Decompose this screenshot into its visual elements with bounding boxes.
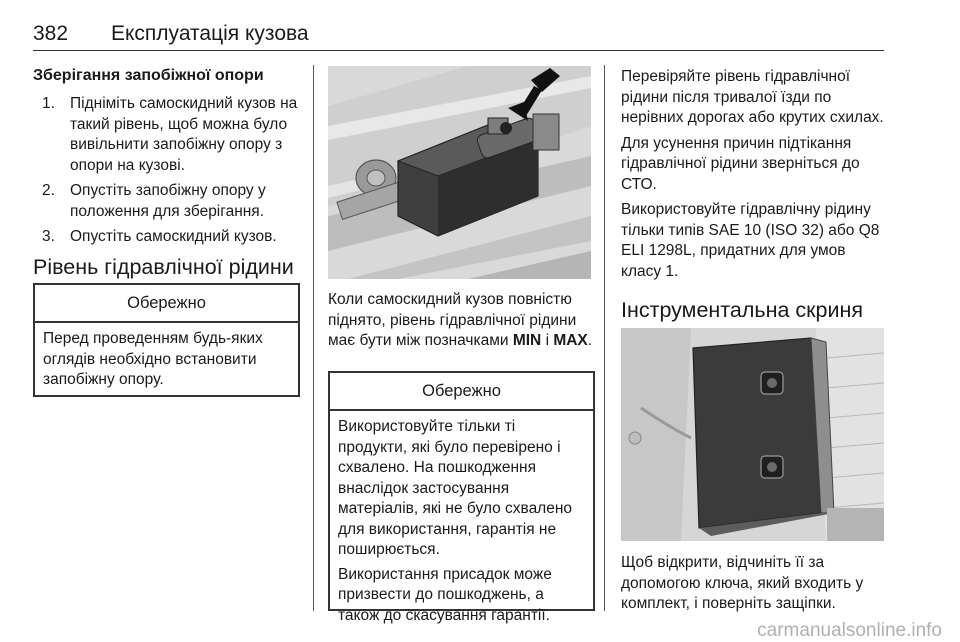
list-item xyxy=(42,181,300,222)
fluid-level-text: Коли самоскидний кузов повністю піднято, рівень гідравлічної рідини має бути між позначками xyxy=(328,291,577,349)
hydraulic-reservoir-figure xyxy=(328,66,591,279)
caution-text-approved-products: Використовуйте тільки ті продукти, які було перевірено і схвалено. На пошкодження внаслідок застосування матеріалів, які не було схвалено для використання, гарантія не поширюється. xyxy=(338,418,573,558)
fluid-level-end: . xyxy=(587,332,593,349)
caution-body xyxy=(35,323,298,397)
page-number: 382 xyxy=(33,22,69,45)
subheading-storage: Зберігання запобіжної опори xyxy=(33,67,264,84)
caution-body xyxy=(330,411,593,632)
tool-box-figure xyxy=(621,328,884,541)
caution-title: Обережно xyxy=(330,373,593,411)
caution-text-additives: Використання присадок може призвести до пошкоджень, а також до скасування гарантії. xyxy=(338,565,552,624)
step-text: Підніміть самоскидний кузов на такий рівень, щоб можна було вивільнити запобіжну опору з опори на кузові. xyxy=(70,95,298,174)
list-item xyxy=(42,227,300,248)
step-text: Опустіть запобіжну опору у положення для зберігання. xyxy=(70,182,266,220)
steps-list xyxy=(42,94,300,248)
list-item xyxy=(42,94,300,176)
column-3-text xyxy=(621,67,889,282)
fluid-level-paragraph xyxy=(328,290,598,352)
column-divider-1 xyxy=(313,65,314,611)
section-title: Експлуатація кузова xyxy=(111,22,309,45)
page-header xyxy=(33,22,309,46)
hydraulic-reservoir-illustration xyxy=(328,66,591,279)
tool-box-illustration xyxy=(621,328,884,541)
leak-service-advice: Для усунення причин підтікання гідравлічної рідини зверніться до СТО. xyxy=(621,134,860,193)
caution-text: Перед проведенням будь-яких оглядів необхідно встановити запобіжну опору. xyxy=(43,330,263,388)
tool-box-instructions: Щоб відкрити, відчиніть її за допомогою ключа, який входить у комплект, і поверніть защіпки. xyxy=(621,554,864,612)
caution-box-1 xyxy=(33,283,300,397)
check-after-rough-roads: Перевіряйте рівень гідравлічної рідини після тривалої їзди по нерівних дорогах або крутих схилах. xyxy=(621,68,884,126)
caution-box-2 xyxy=(328,371,595,624)
heading-tool-box: Інструментальна скриня xyxy=(621,298,864,322)
column-divider-2 xyxy=(604,65,605,611)
step-text: Опустіть самоскидний кузов. xyxy=(70,228,277,245)
step-number: 1. xyxy=(42,95,55,112)
fluid-type-spec: Використовуйте гідравлічну рідину тільки типів SAE 10 (ISO 32) або Q8 ELI 1298L, придатних для умов класу 1. xyxy=(621,201,880,280)
caution-title: Обережно xyxy=(35,285,298,323)
header-divider xyxy=(33,50,884,51)
min-mark: MIN xyxy=(512,332,542,349)
step-number: 3. xyxy=(42,228,55,245)
heading-hydraulic-fluid-level: Рівень гідравлічної рідини xyxy=(33,255,294,279)
max-mark: MAX xyxy=(553,332,588,349)
fluid-level-and: і xyxy=(541,332,554,349)
watermark: carmanualsonline.info xyxy=(757,620,942,641)
step-number: 2. xyxy=(42,182,55,199)
